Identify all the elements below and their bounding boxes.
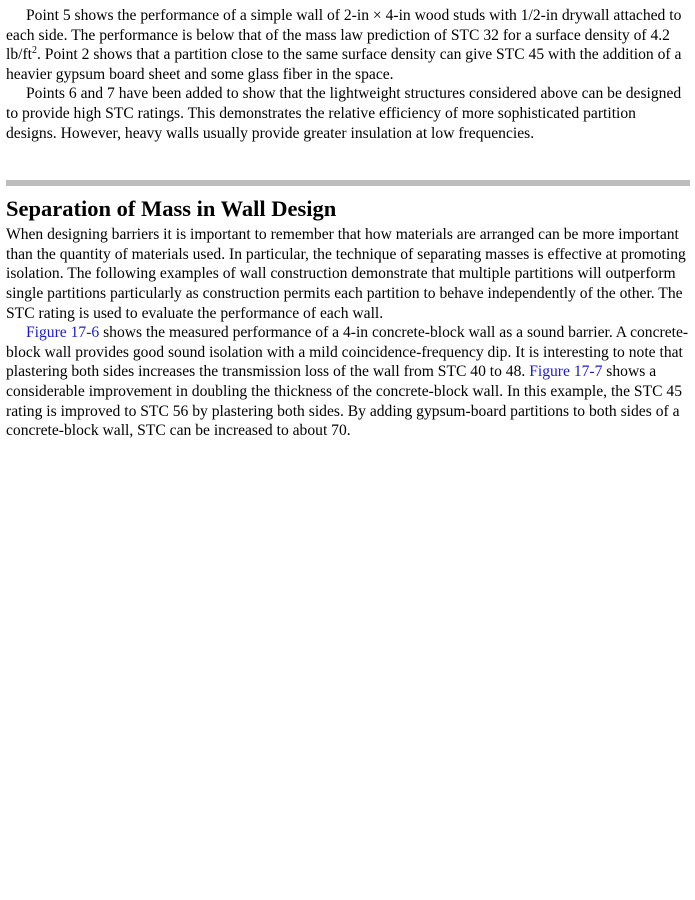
figure-17-7-link[interactable]: Figure 17-7: [529, 363, 603, 381]
figure-17-6-link[interactable]: Figure 17-6: [26, 324, 100, 342]
section-heading: Separation of Mass in Wall Design: [6, 196, 337, 222]
intro-paragraph-1: [6, 6, 690, 84]
intro-p1-text-a: Point 5 shows the performance of a simple wall of 2-in × 4-in wood studs with 1/2-in drywall attached to each side. The performance is below that of the mass law prediction of STC 32 for a surface density of 4.2 lb/ft: [6, 7, 682, 64]
superscript-2: 2: [32, 45, 37, 57]
intro-paragraph-2: Points 6 and 7 have been added to show that the lightweight structures considered above can be designed to provide high STC ratings. This demonstrates the relative efficiency of more sophisticated partition designs. However, heavy walls usually provide greater insulation at low frequencies.: [6, 85, 682, 142]
section-p2-text-a: shows the measured performance of a 4-in concrete-block wall as a sound barrier. A concrete-block wall provides good sound isolation with a mild coincidence-frequency dip. It is interesting to note that plastering both sides increases the transmission loss of the wall from STC 40 to 48.: [6, 324, 689, 381]
section-paragraph-2: [6, 323, 690, 441]
section-paragraph-1: When designing barriers it is important to remember that how materials are arranged can be more important than the quantity of materials used. In particular, the technique of separating masses is effective at promoting isolation. The following examples of wall construction demonstrate that multiple partitions will outperform single partitions particularly as construction permits each partition to behave independently of the other. The STC rating is used to evaluate the performance of each wall.: [6, 226, 686, 322]
document-page: [0, 0, 695, 441]
intro-p1-text-b: . Point 2 shows that a partition close to the same surface density can give STC 45 with the addition of a heavier gypsum board sheet and some glass fiber in the space.: [6, 46, 682, 83]
section-p2-text-b: shows a considerable improvement in doubling the thickness of the concrete-block wall. In this example, the STC 45 rating is improved to STC 56 by plastering both sides. By adding gypsum-board partitions to both sides of a concrete-block wall, STC can be increased to about 70.: [6, 363, 682, 440]
section-divider: [6, 180, 690, 186]
